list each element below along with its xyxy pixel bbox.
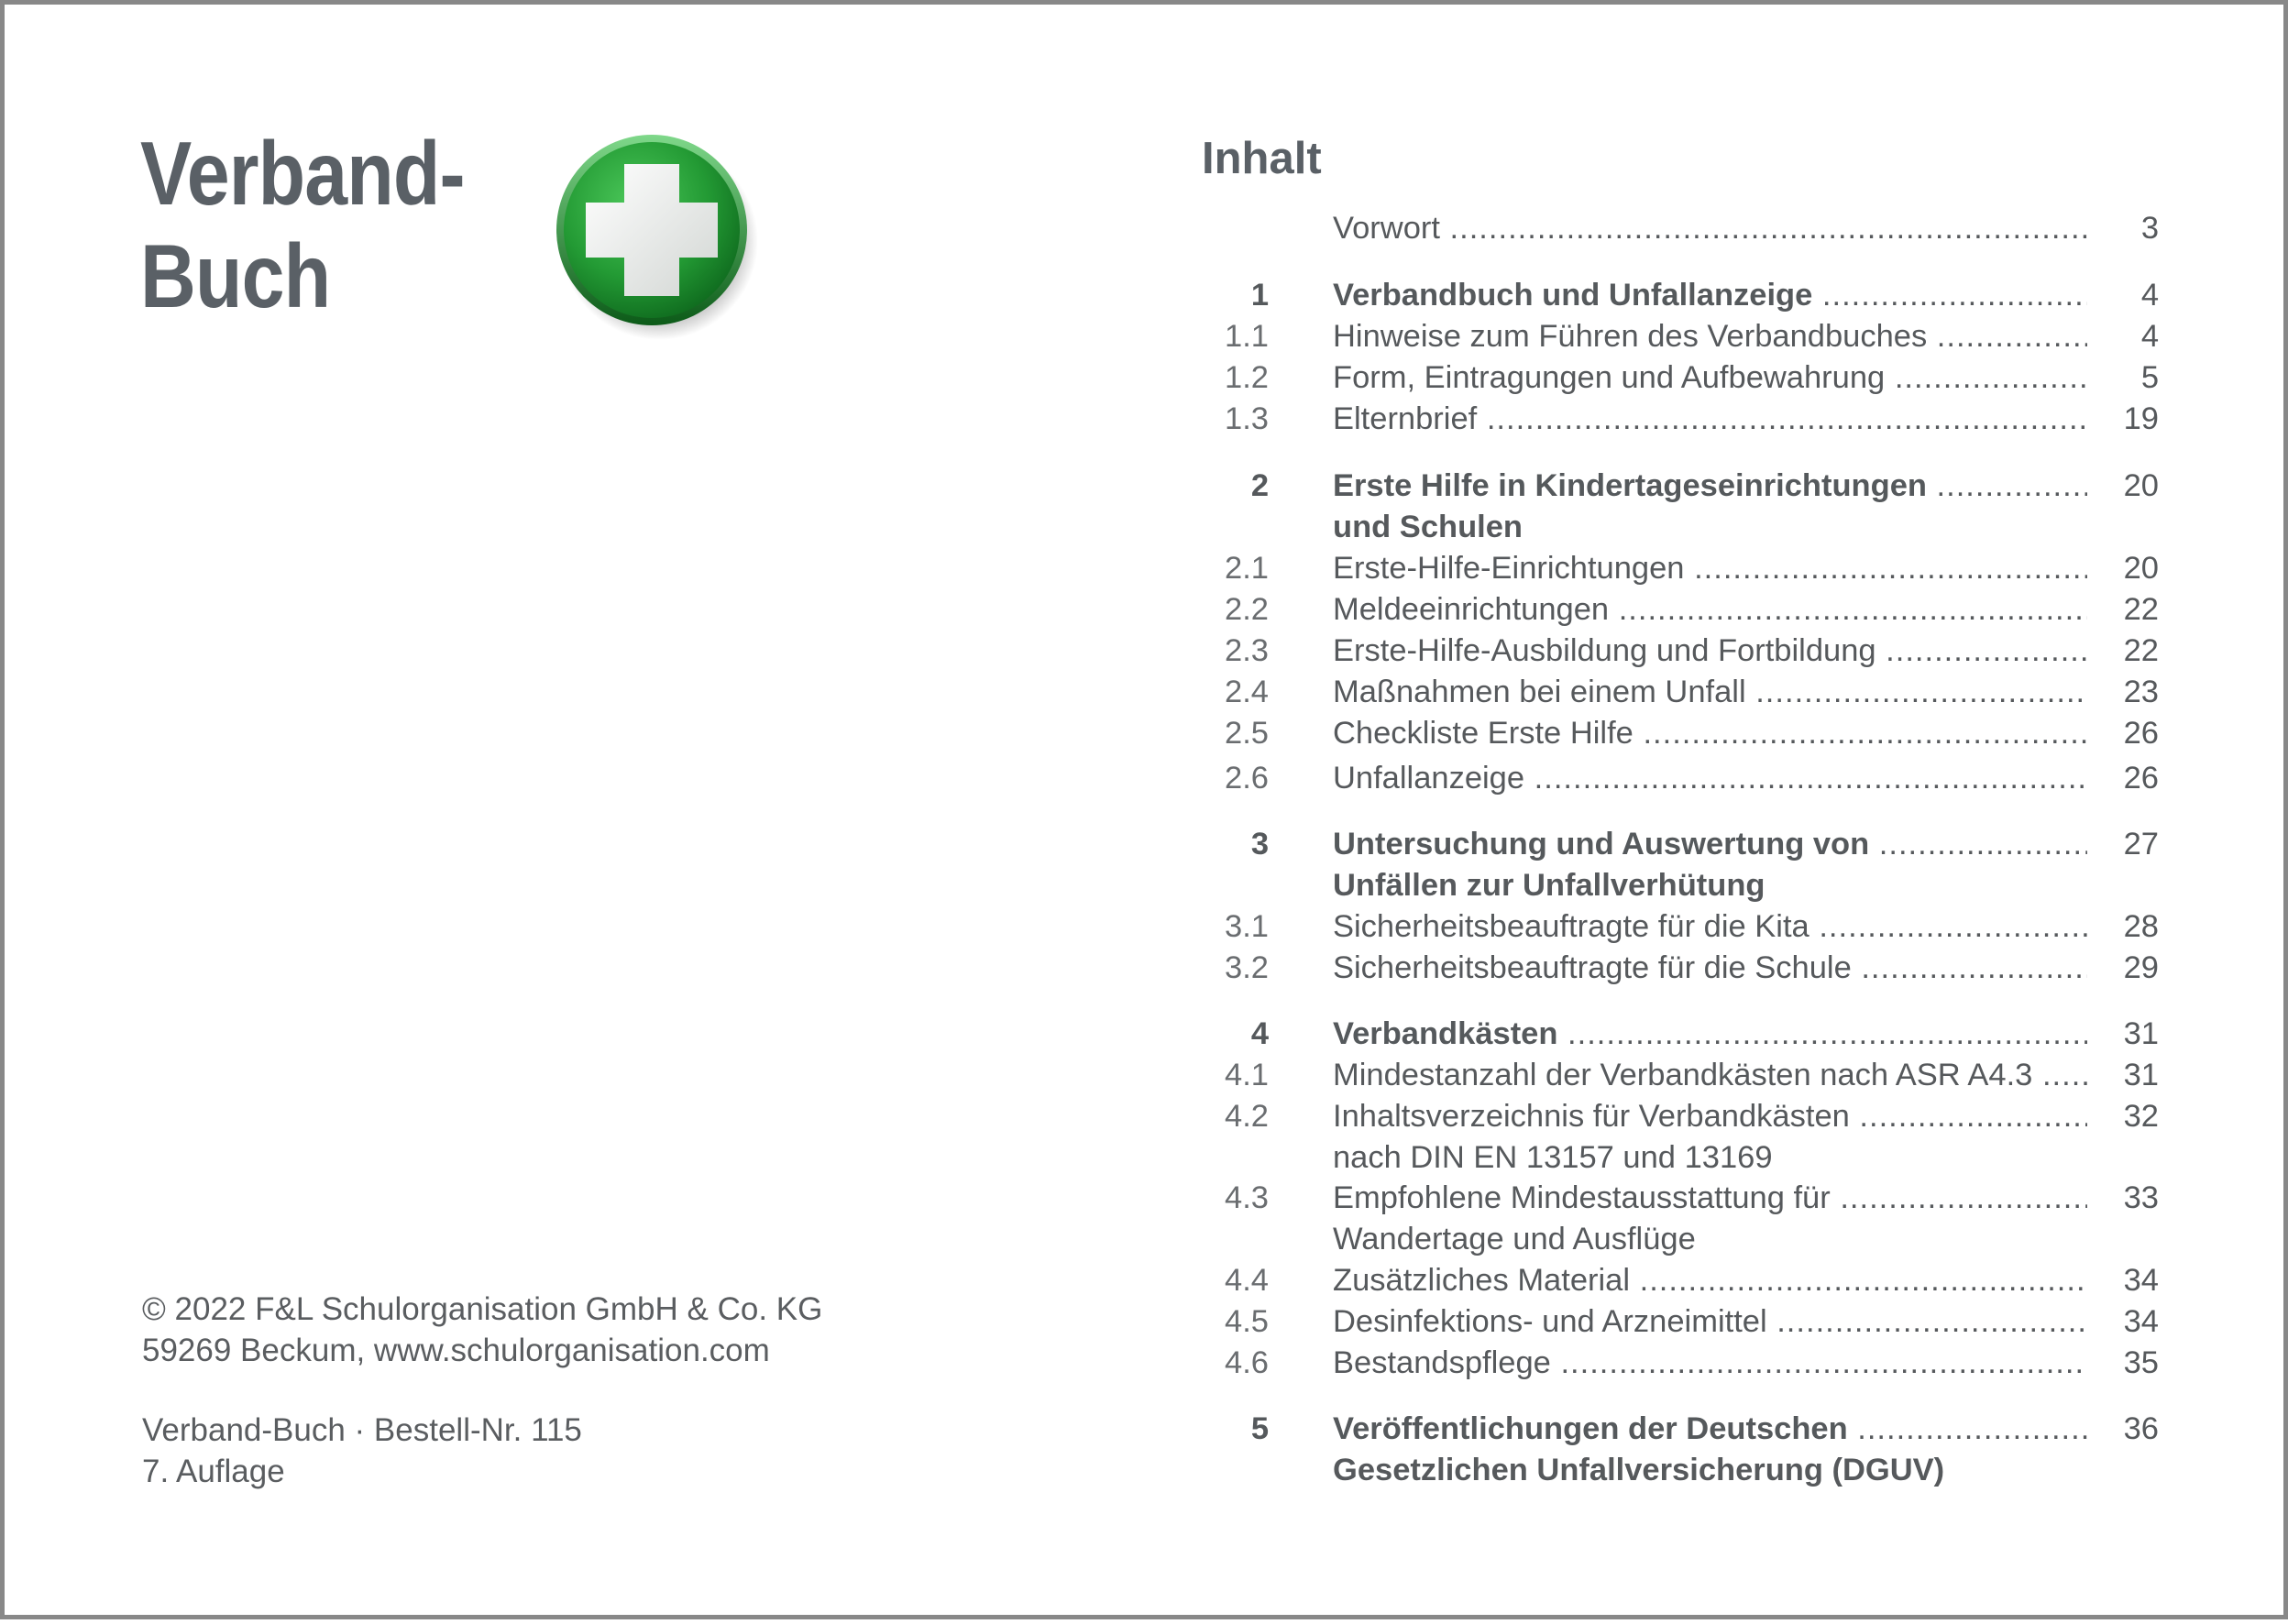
toc-entry-number: 2.3 — [1225, 633, 1269, 668]
toc-entry-number: 2.4 — [1225, 675, 1269, 709]
toc-entry-number: 4.5 — [1225, 1304, 1269, 1339]
toc-entry-page: 31 — [2123, 1016, 2159, 1051]
toc-entry-title: Elternbrief ..... — [1333, 399, 2087, 440]
toc-entry[interactable] — [1196, 1260, 2159, 1301]
toc-entry[interactable] — [1196, 466, 2159, 507]
toc-entry-page: 33 — [2123, 1180, 2159, 1215]
toc-entry-title: Form, Eintragungen und Aufbewahrung ..... — [1333, 357, 2087, 399]
toc-entry[interactable] — [1196, 824, 2159, 865]
toc-entry-page: 29 — [2123, 950, 2159, 985]
toc-entry-title: Veröffentlichungen der Deutschen ..... — [1333, 1409, 2087, 1450]
address-line: 59269 Beckum, www.schulorganisation.com — [142, 1333, 770, 1368]
toc-entry-number: 4.4 — [1225, 1263, 1269, 1298]
toc-entry-page: 22 — [2123, 592, 2159, 627]
toc-entry[interactable] — [1196, 1055, 2159, 1096]
toc-entry-title-continuation: und Schulen — [1333, 510, 1523, 544]
toc-entry-page: 20 — [2123, 468, 2159, 503]
toc-entry-number: 4.1 — [1225, 1058, 1269, 1092]
toc-entry-page: 4 — [2140, 278, 2159, 313]
toc-entry-number: 3.2 — [1225, 950, 1269, 985]
toc-entry[interactable] — [1196, 758, 2159, 799]
toc-entry-page: 28 — [2123, 909, 2159, 944]
toc-entry-page: 34 — [2123, 1263, 2159, 1298]
toc-entry-page: 35 — [2123, 1345, 2159, 1380]
toc-entry[interactable] — [1196, 208, 2159, 249]
toc-entry-number: 5 — [1250, 1411, 1269, 1446]
toc-entry-number: 1.3 — [1225, 401, 1269, 436]
toc-entry-page: 34 — [2123, 1304, 2159, 1339]
toc-entry-number: 2.1 — [1225, 551, 1269, 586]
toc-entry-number: 1.2 — [1225, 360, 1269, 395]
toc-entry[interactable] — [1196, 1178, 2159, 1219]
toc-entry-page: 20 — [2123, 551, 2159, 586]
toc-entry[interactable] — [1196, 713, 2159, 754]
toc-entry-title: Erste-Hilfe-Einrichtungen ..... — [1333, 548, 2087, 589]
toc-entry[interactable] — [1196, 399, 2159, 440]
toc-entry[interactable] — [1196, 906, 2159, 948]
toc-entry-page: 4 — [2140, 319, 2159, 354]
toc-entry-number: 3.1 — [1225, 909, 1269, 944]
toc-entry-title: Empfohlene Mindestausstattung für ..... — [1333, 1178, 2087, 1219]
toc-entry-title: Zusätzliches Material ..... — [1333, 1260, 2087, 1301]
toc-entry-number: 2.6 — [1225, 761, 1269, 796]
toc-entry-number: 1 — [1250, 278, 1269, 313]
toc-entry-number: 2.5 — [1225, 716, 1269, 751]
toc-entry-number: 3 — [1250, 827, 1269, 861]
toc-entry[interactable] — [1196, 631, 2159, 672]
toc-entry-title: Sicherheitsbeauftragte für die Kita ..... — [1333, 906, 2087, 948]
toc-entry-page: 27 — [2123, 827, 2159, 861]
toc-entry[interactable] — [1196, 589, 2159, 631]
toc-entry[interactable] — [1196, 1301, 2159, 1343]
toc-entry[interactable] — [1196, 672, 2159, 713]
toc-entry-page: 36 — [2123, 1411, 2159, 1446]
first-aid-cross-icon — [547, 127, 760, 340]
toc-entry-title: Hinweise zum Führen des Verbandbuches ..... — [1333, 316, 2087, 357]
toc-entry-page: 3 — [2140, 211, 2159, 246]
toc-entry-title: Bestandspflege ..... — [1333, 1343, 2087, 1384]
cover-title-line-1: Verband- — [140, 123, 465, 224]
copyright-line: © 2022 F&L Schulorganisation GmbH & Co. KG — [142, 1291, 823, 1327]
toc-entry-number: 4.2 — [1225, 1099, 1269, 1134]
toc-entry-page: 5 — [2140, 360, 2159, 395]
toc-entry[interactable] — [1196, 948, 2159, 989]
toc-entry-title: Sicherheitsbeauftragte für die Schule ..... — [1333, 948, 2087, 989]
toc-entry[interactable] — [1196, 275, 2159, 316]
toc-entry-title-continuation: Unfällen zur Unfallverhütung — [1333, 868, 1766, 903]
toc-entry[interactable] — [1196, 1014, 2159, 1055]
toc-entry-title-continuation: Wandertage und Ausflüge — [1333, 1222, 1696, 1256]
cover-title — [140, 122, 465, 327]
toc-entry-page: 19 — [2123, 401, 2159, 436]
toc-entry-title: Unfallanzeige ..... — [1333, 758, 2087, 799]
cover-title-line-2: Buch — [140, 225, 331, 326]
toc-entry-page: 23 — [2123, 675, 2159, 709]
toc-entry[interactable] — [1196, 1343, 2159, 1384]
toc-entry-title: Desinfektions- und Arzneimittel ..... — [1333, 1301, 2087, 1343]
toc-entry[interactable] — [1196, 1096, 2159, 1137]
toc-entry-number: 4 — [1250, 1016, 1269, 1051]
toc-entry-title-continuation: Gesetzlichen Unfallversicherung (DGUV) — [1333, 1453, 1945, 1487]
toc-entry-title: Inhaltsverzeichnis für Verbandkästen ..... — [1333, 1096, 2087, 1137]
toc-entry[interactable] — [1196, 1409, 2159, 1450]
toc-entry[interactable] — [1196, 316, 2159, 357]
toc-entry-page: 22 — [2123, 633, 2159, 668]
toc-entry-page: 26 — [2123, 761, 2159, 796]
toc-entry-number: 4.3 — [1225, 1180, 1269, 1215]
toc-entry-number: 4.6 — [1225, 1345, 1269, 1380]
imprint-product — [142, 1410, 582, 1492]
toc-entry-number: 2 — [1250, 468, 1269, 503]
toc-entry-title: Verbandbuch und Unfallanzeige ..... — [1333, 275, 2087, 316]
edition-line: 7. Auflage — [142, 1454, 285, 1489]
toc-entry-title: Verbandkästen ..... — [1333, 1014, 2087, 1055]
toc-entry-page: 26 — [2123, 716, 2159, 751]
toc-entry-title: Mindestanzahl der Verbandkästen nach ASR A4.3 ..... — [1333, 1055, 2087, 1096]
toc-entry-title-continuation: nach DIN EN 13157 und 13169 — [1333, 1140, 1773, 1175]
toc-entry-page: 32 — [2123, 1099, 2159, 1134]
toc-entry[interactable] — [1196, 357, 2159, 399]
toc-entry-title: Erste Hilfe in Kindertageseinrichtungen ..... — [1333, 466, 2087, 507]
toc-entry-title: Maßnahmen bei einem Unfall ..... — [1333, 672, 2087, 713]
toc-heading: Inhalt — [1202, 134, 1322, 183]
toc-entry-title: Meldeeinrichtungen ..... — [1333, 589, 2087, 631]
toc-entry-title: Checkliste Erste Hilfe ..... — [1333, 713, 2087, 754]
toc-entry-page: 31 — [2123, 1058, 2159, 1092]
product-line: Verband-Buch · Bestell-Nr. 115 — [142, 1412, 582, 1448]
toc-entry-number: 1.1 — [1225, 319, 1269, 354]
toc-entry-title: Untersuchung und Auswertung von ..... — [1333, 824, 2087, 865]
toc-entry-title: Vorwort ..... — [1333, 208, 2087, 249]
toc-entry-number: 2.2 — [1225, 592, 1269, 627]
toc-entry[interactable] — [1196, 548, 2159, 589]
imprint-publisher — [142, 1289, 822, 1371]
toc-entry-title: Erste-Hilfe-Ausbildung und Fortbildung ..... — [1333, 631, 2087, 672]
